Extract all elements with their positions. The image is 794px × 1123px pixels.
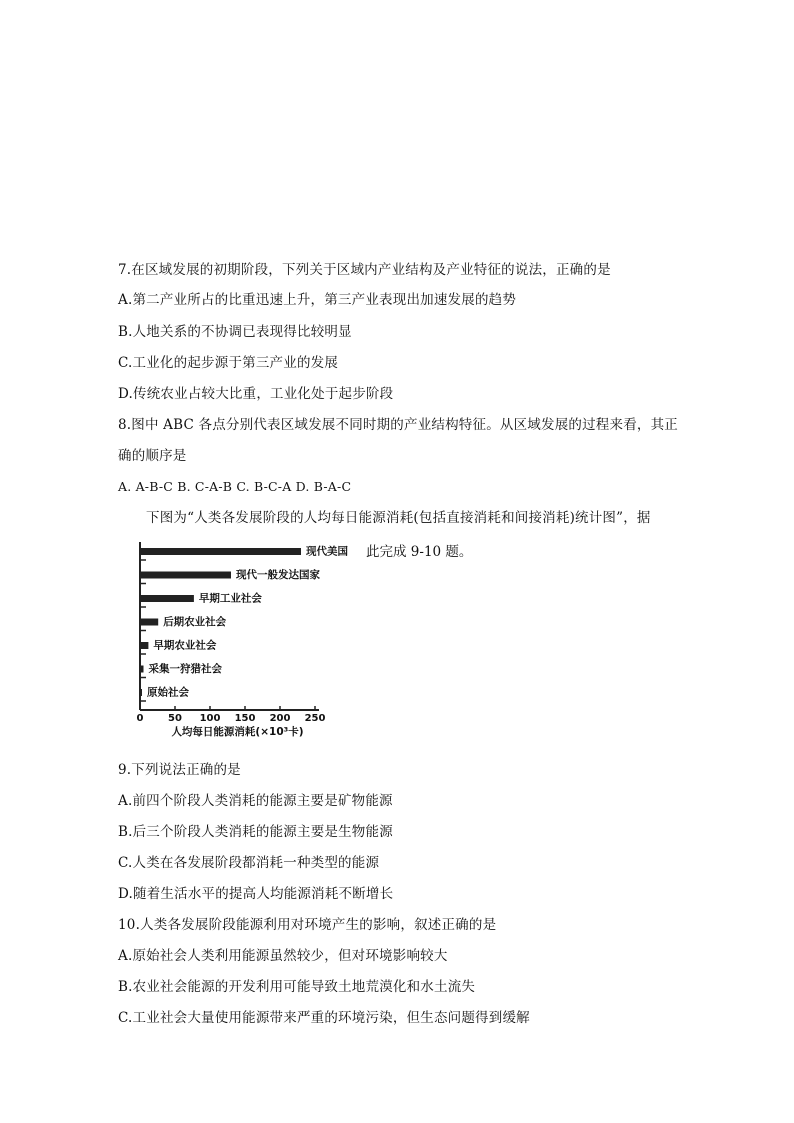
x-tick-label: 100	[199, 713, 221, 724]
question-8-stem: 8.图中 ABC 各点分别代表区域发展不同时期的产业结构特征。从区域发展的过程来看，其正	[118, 417, 679, 433]
x-tick-label: 0	[136, 713, 144, 724]
x-tick-label: 250	[304, 713, 326, 724]
question-7-stem: 7.在区域发展的初期阶段，下列关于区域内产业结构及产业特征的说法，正确的是	[118, 262, 611, 278]
energy-chart	[128, 538, 368, 738]
q7-option-c: C.工业化的起步源于第三产业的发展	[118, 355, 339, 371]
q7-option-a: A.第二产业所占的比重迅速上升，第三产业表现出加速发展的趋势	[118, 292, 517, 308]
chart-intro: 下图为“人类各发展阶段的人均每日能源消耗(包括直接消耗和间接消耗)统计图”，据	[146, 510, 651, 526]
question-10-stem: 10.人类各发展阶段能源利用对环境产生的影响，叙述正确的是	[118, 917, 497, 933]
bar	[140, 642, 148, 649]
bar-label: 采集一狩猎社会	[148, 663, 222, 675]
bar-label: 原始社会	[147, 686, 189, 699]
bar	[140, 595, 194, 602]
q7-option-b: B.人地关系的不协调已表现得比较明显	[118, 324, 352, 340]
bar	[140, 689, 142, 696]
bar	[140, 666, 144, 673]
q9-option-a: A.前四个阶段人类消耗的能源主要是矿物能源	[118, 793, 393, 809]
q10-option-b: B.农业社会能源的开发利用可能导致土地荒漠化和水土流失	[118, 979, 476, 995]
q10-option-c: C.工业社会大量使用能源带来严重的环境污染，但生态问题得到缓解	[118, 1010, 530, 1026]
question-9-stem: 9.下列说法正确的是	[118, 762, 241, 778]
bar-label: 现代一般发达国家	[236, 569, 320, 581]
bar-label: 现代美国	[306, 545, 348, 558]
bar	[140, 548, 301, 555]
q7-option-d: D.传统农业占较大比重，工业化处于起步阶段	[118, 386, 394, 402]
bar	[140, 619, 158, 626]
bar-label: 后期农业社会	[163, 616, 227, 628]
x-axis-label: 人均每日能源消耗(×10³卡)	[171, 726, 304, 738]
x-tick-label: 200	[269, 713, 291, 724]
energy-chart-svg	[128, 538, 368, 738]
q8-options: A. A-B-C B. C-A-B C. B-C-A D. B-A-C	[118, 479, 352, 494]
q9-option-b: B.后三个阶段人类消耗的能源主要是生物能源	[118, 824, 393, 840]
question-8-stem-cont: 确的顺序是	[118, 448, 187, 464]
x-tick-label: 150	[234, 713, 256, 724]
chart-note: 此完成 9-10 题。	[366, 544, 473, 560]
bar-label: 早期农业社会	[153, 639, 217, 652]
x-tick-label: 50	[168, 713, 182, 724]
q9-option-c: C.人类在各发展阶段都消耗一种类型的能源	[118, 855, 380, 871]
q9-option-d: D.随着生活水平的提高人均能源消耗不断增长	[118, 886, 394, 902]
q10-option-a: A.原始社会人类利用能源虽然较少，但对环境影响较大	[118, 948, 448, 964]
bar-label: 早期工业社会	[198, 592, 262, 605]
bar	[140, 572, 231, 579]
